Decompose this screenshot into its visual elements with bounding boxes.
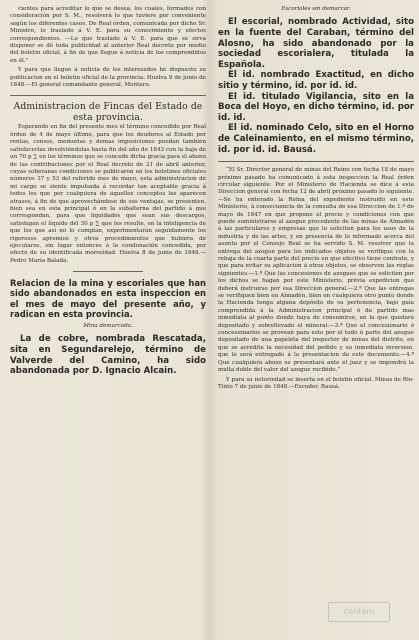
notice-body: “El Sr. Director general de minas del Reino con fecha 18 de mayo próximo pasado ha comunicado á esta inspeccion la Real órden circular siguiente: Por el Ministerio de Hacienda se dice á esta Direccion general con fecha 12 de abril próximo pasado lo siguiente.—Se ha enterado la Reina del expediente instruido en este Ministerio, á consecuencia de la consulta de esa Direccion de 1.º de mayo de 1847 en que propone el precio y condiciones con que puede suministrarse al azogue procedente de las minas de Almadén á las particulares y empresas que lo soliciten para los usos de la industria y de las artes, y en presencia de lo informado acerca del asunto por el Consejo Real se ha servido S. M. resolver que la entrega del azogue para los indicados objetos se verifique con la rebaja de la cuarta parte del precio en que efectivo tiene contrato, y que para evitar su aplicacion á otros objetos, se observen las reglas siguientes.—1.ª Que las concesiones de azogues que se soliciten por los dichos se hagan por este Ministerio, prévia expedicion que deberá instruirse por esa Direccion general.—2.ª Que las entregas se verifiquen bien en Almadén, bien en cualquiera otro punto donde la Hacienda tenga alguna depósito de su pertenencia, bajo guía comprendida á la Administracion principal ó de partido mas inmediata al punto donde haya de consumirse, en la que quedará depositado y sobrellevado el mineral.—3.ª Que el concesionario ó concesionarios se provean para esto por el todo ó parte del azogue depositado de una papeleta del inspector de minas del distrito, en que se acredite la necesidad del pedido y su inmediata inversion, que le será entregado á la presentacion de este documento.—4.ª Que cualquiera abuso se presentará ante el juez y se impondrá la multa doble del valor del azogue recibido.”: [218, 167, 414, 374]
intro-paragraph: cientes para acreditar lo que se desea, los cuales, formados con consideración por S. M., resolverá lo que tuviere por conveniente según los diferentes casos. De Real órden, comunicada por dicho Sr. Ministro, lo traslado á V. E. para su conocimiento y efectos correspondientes. —Lo que traslado á V. E. para que se sirva disponer se dé toda publicidad al anterior Real decreto por medio del boletin oficial, á fin de que llegue á noticia de los comprendidos en él.”: [10, 6, 206, 64]
escoriales-block: [218, 17, 414, 155]
relacion-heading: Relacion de la mina y escoriales que han sido abandonados en esta inspeccion en el mes de mayo del presente año, y radican en esta provincia.: [10, 278, 206, 319]
section-body: Esperando en fin del presente mes el término concedido por Real órden de 4 de mayo último, para que los deudores al Estado por rentas, censos, memorias y demas imposiciones puedan también satisfacerlas devolviéndolas hasta fin del año de 1843 con la baja de un 70 p ∑ en los términos que se concede dicha gracia para el abono de las contribuciones por el Real decreto de 21 de abril anterior, cuyas soberanas condiciones se publicaron en los boletines oficiales números 37 y 53 del referido mes de mayo, esta administracion de mi cargo se siente impulsada á recordar tan aceptable gracia á todos los que por cualquiera de aquellos conceptos les aparecen atrasos, á fin de que aprovechándose de sus ventajas, se presenten, bien sea en esta principal ó en la subalterna del partido á que correspondan, para que liquidados que sean sus descargos, satisfagan el líquido del 30 p ∑ que les resulte, en la inteligencia de que los que así no lo cumplan, experimentarán seguidamente los rigorosos apremios y otros procedimientos que hubiera de ejecutarse, sin lugar entonces á la condonación concedida, por efecto de su identificada morosidad. Huelva 8 de junio de 1848.—Pedro Maria Balada.: [10, 124, 206, 264]
escorial-item: El id. titulado Vigilancia, sito en la Boca del Hoyo, en dicho término, id. por id. id.: [218, 91, 414, 123]
mina-body: La de cobre, nombrada Rescatada, sita en Segundarelejo, término de Valverde del Camino, ha sido abandonada por D. Ignacio Alcain.: [10, 334, 206, 377]
closing-paragraph: Y para su notoriedad se inserta en el boletin oficial. Minas de Rio-Tinto 7 de junio de 1848.—Escuder, Bausá.: [218, 376, 414, 390]
escorial-item: El escorial, nombrado Actividad, sito en la fuente del Caraban, término del Alosno, ha sido abandonado por la sociedad escorialera, titulada la Española.: [218, 17, 414, 70]
notice-paragraph: Y para que llegue á noticia de los interesados he dispuesto su publicacion en el boletin oficial de la provincia. Huelva 9 de junio de 1848.—El general comandante general, Montero.: [10, 67, 206, 89]
divider: [10, 95, 206, 96]
section-title: Administracion de Fincas del Estado de esta provincia.: [13, 101, 203, 124]
escorial-item: El id. nominado Celo, sito en el Horno de Caleinamiento, en el mismo término, id. por id. id. Bausá.: [218, 123, 414, 155]
escoriales-header: Escoriales sin demarcar.: [281, 6, 351, 12]
mina-label: Mina demarcada.: [83, 323, 133, 329]
watermark-stamp: contem: [328, 602, 390, 622]
escorial-item: El id. nombrado Exactitud, en dicho sitio y término, id. por id. id.: [218, 70, 414, 91]
mina-body-block: [10, 334, 206, 376]
divider: [218, 161, 414, 162]
right-column: [218, 6, 414, 391]
left-column: [10, 6, 206, 377]
divider-short: [73, 271, 143, 272]
